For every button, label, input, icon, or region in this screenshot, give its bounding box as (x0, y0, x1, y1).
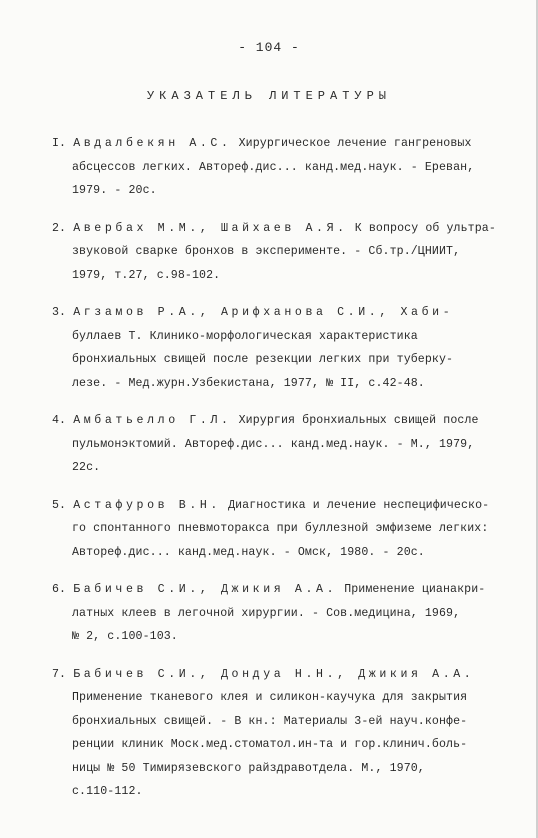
page-number: - 104 - (238, 40, 300, 55)
reference-text: К вопросу об ультра- (354, 221, 496, 235)
reference-entry-2 (52, 217, 522, 288)
reference-text: с.110-112. (72, 785, 143, 798)
reference-text: бронхиальных свищей. - В кн.: Материалы 3-ей науч.конфе- (72, 714, 468, 728)
reference-text: ницы № 50 Тимирязевского райздравотдела. М., 1970, (72, 761, 425, 775)
reference-text: ренции клиник Моск.мед.стоматол.ин-та и гор.клинич.боль- (72, 738, 468, 751)
reference-list (52, 132, 522, 818)
reference-text: бронхиальных свищей после резекции легких при туберку- (72, 353, 454, 366)
reference-text: Диагностика и лечение неспецифическо- (228, 498, 490, 512)
reference-text: 1979. - 20с. (72, 184, 157, 197)
reference-text: Применение цианакри- (344, 583, 486, 596)
reference-entry-5 (52, 494, 522, 565)
reference-number: 2. (52, 221, 67, 235)
reference-entry-7 (52, 663, 522, 804)
reference-text: латных клеев в легочной хирургии. - Сов.медицина, 1969, (72, 606, 461, 620)
reference-text: лезе. - Мед.журн.Узбекистана, 1977, № II, с.42-48. (72, 376, 425, 390)
reference-entry-6 (52, 578, 522, 649)
reference-text: № 2, с.100-103. (72, 630, 178, 643)
reference-text: 22с. (72, 461, 101, 474)
reference-text: пульмонэктомий. Автореф.дис... канд.мед.наук. - М., 1979, (72, 437, 475, 451)
reference-number: 5. (52, 498, 67, 512)
reference-text: го спонтанного пневмоторакса при буллезной эмфиземе легких: (72, 522, 489, 535)
reference-entry-4 (52, 409, 522, 480)
reference-entry-1 (52, 132, 522, 203)
reference-text: Хирургия бронхиальных свищей после (238, 414, 479, 427)
reference-text: 1979, т.27, с.98-102. (72, 268, 221, 282)
reference-number: I. (52, 137, 67, 150)
reference-authors: Авдалбекян А.С. (73, 137, 232, 150)
reference-entry-3 (52, 301, 522, 395)
reference-text: абсцессов легких. Автореф.дис... канд.мед.наук. - Ереван, (72, 160, 475, 174)
reference-authors: Авербах М.М., Шайхаев А.Я. (73, 221, 348, 235)
reference-text: Применение тканевого клея и силикон-каучука для закрытия (72, 691, 468, 704)
reference-number: 7. (52, 667, 67, 681)
reference-authors: Бабичев С.И., Джикия А.А. (73, 583, 338, 596)
reference-text: звуковой сварке бронхов в эксперименте. - Сб.тр./ЦНИИТ, (72, 245, 461, 258)
reference-authors: Астафуров В.Н. (73, 498, 221, 512)
reference-authors: Амбатьелло Г.Л. (73, 414, 232, 427)
reference-number: 3. (52, 306, 67, 319)
reference-authors: Агзамов Р.А., Арифханова С.И., Хаби- (73, 306, 454, 319)
reference-text: буллаев Т. Клинико-морфологическая характеристика (72, 329, 418, 343)
reference-text: Автореф.дис... канд.мед.наук. - Омск, 1980. - 20с. (72, 545, 425, 559)
reference-authors: Бабичев С.И., Дондуа Н.Н., Джикия А.А. (73, 667, 475, 681)
reference-text: Хирургическое лечение гангреновых (238, 137, 472, 150)
reference-number: 6. (52, 583, 67, 596)
reference-number: 4. (52, 414, 67, 427)
page-heading: УКАЗАТЕЛЬ ЛИТЕРАТУРЫ (146, 89, 392, 103)
